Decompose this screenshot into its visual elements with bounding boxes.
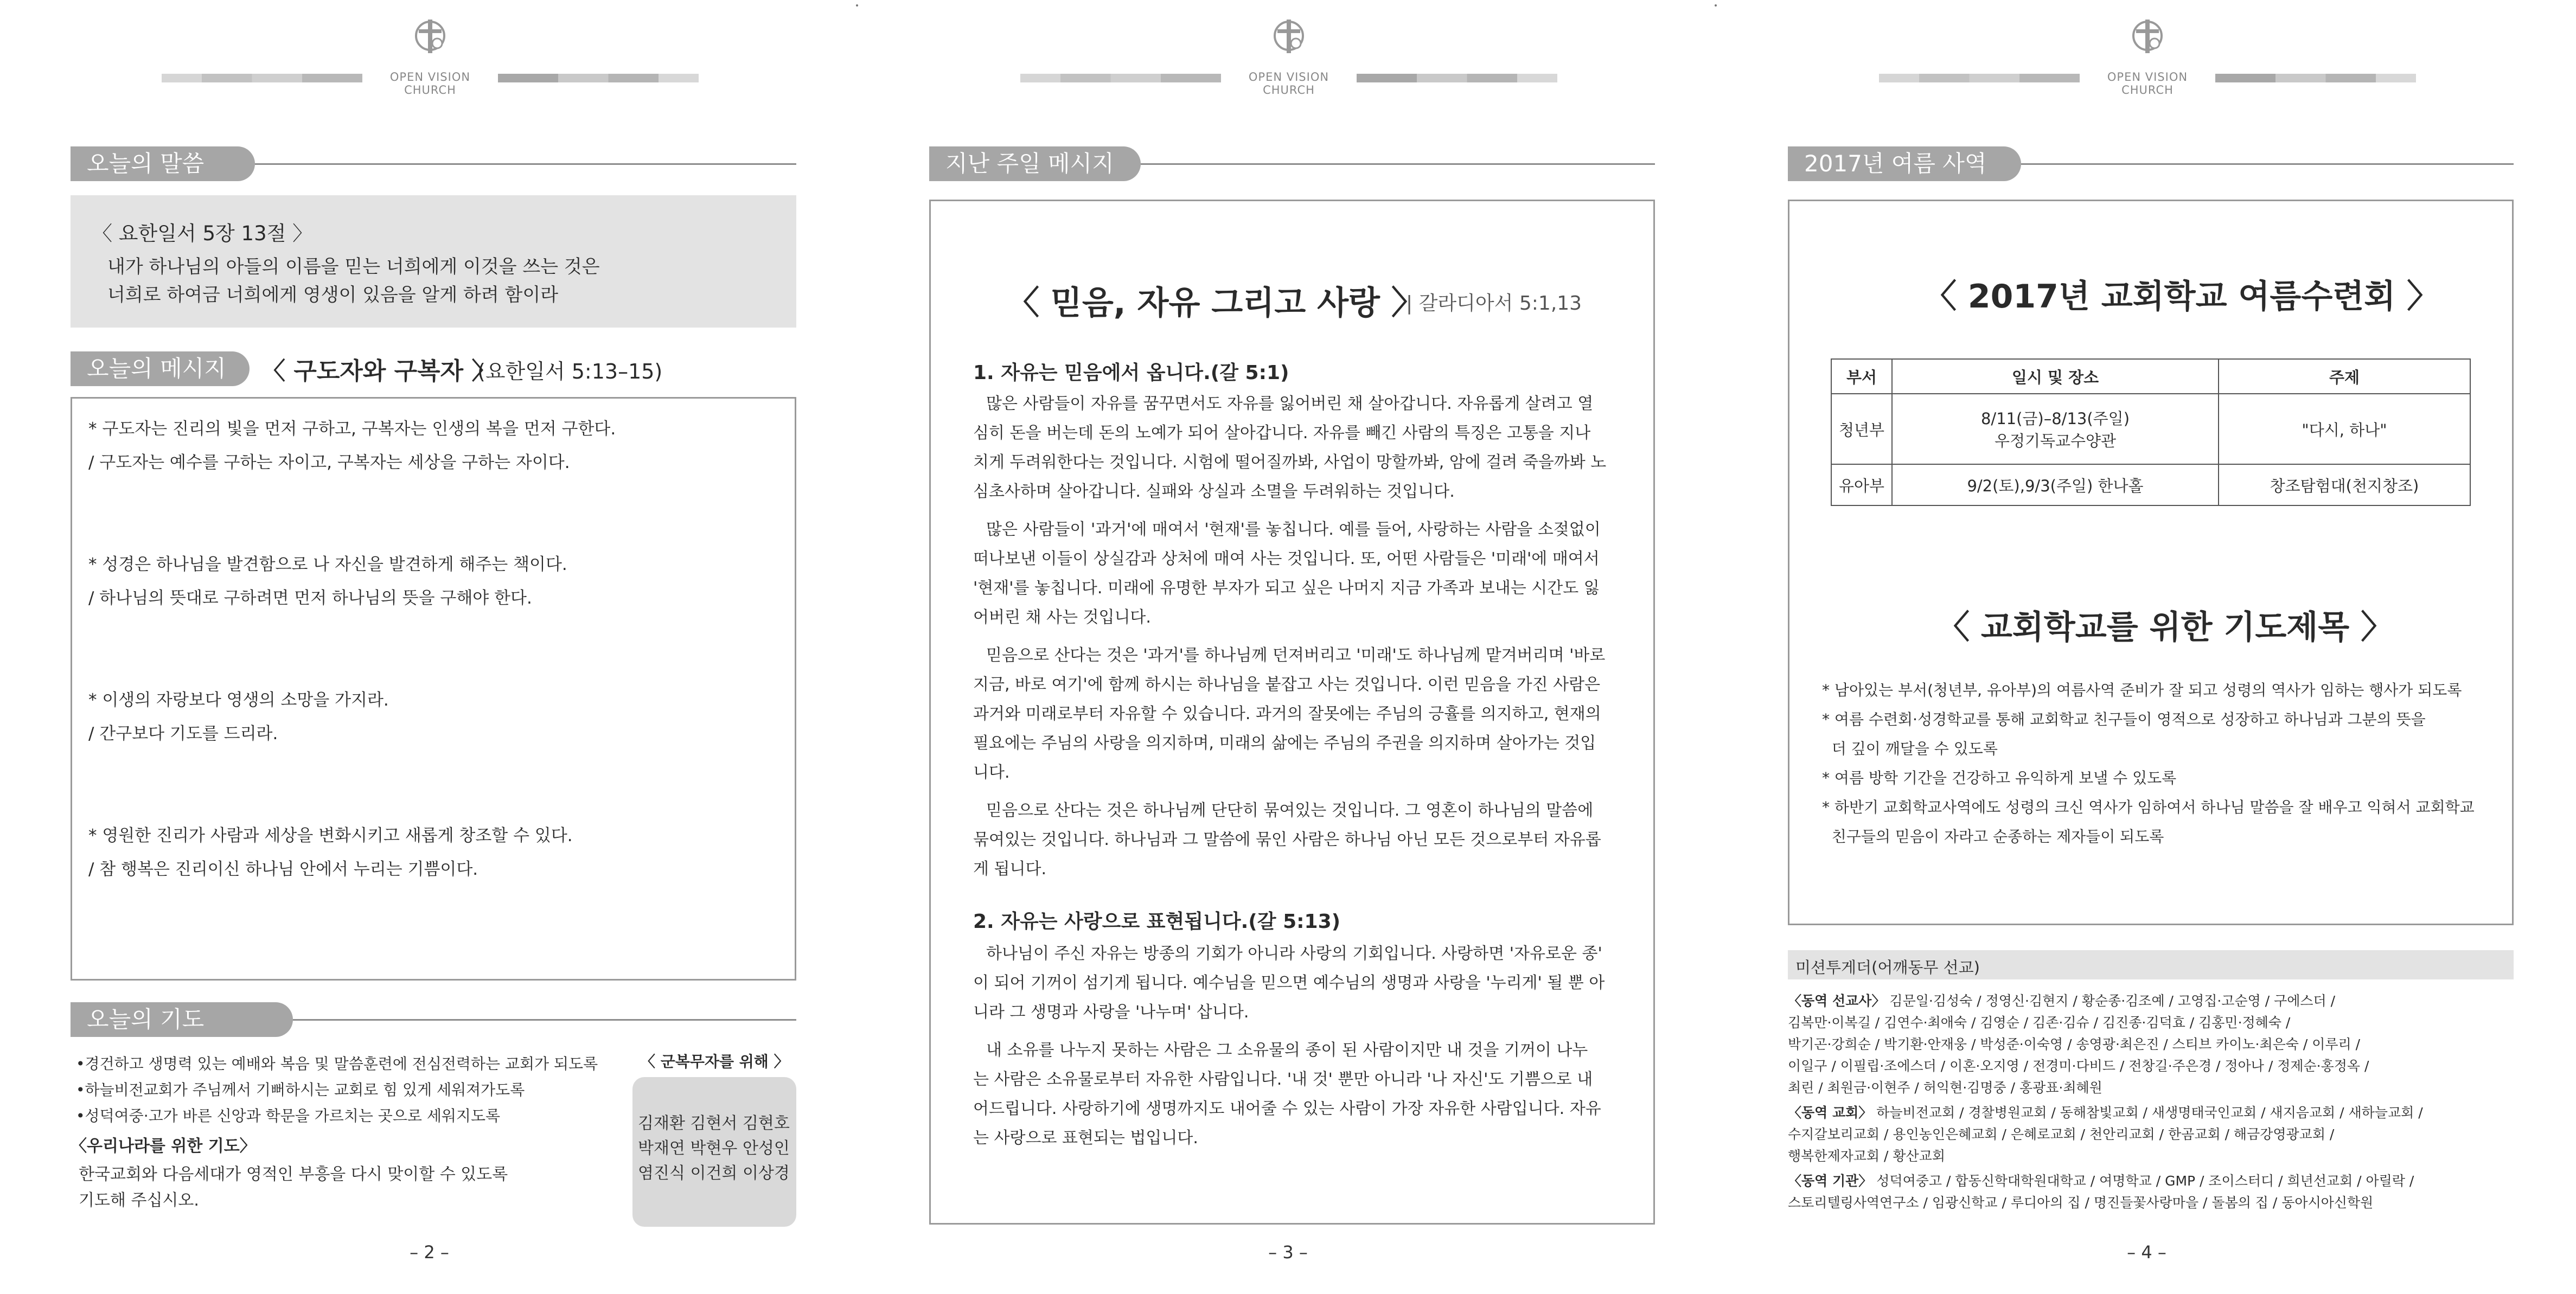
churches-label: 〈동역 교회〉	[1788, 1105, 1872, 1120]
message-point: / 구도자는 예수를 구하는 자이고, 구복자는 세상을 구하는 자이다.	[88, 453, 570, 472]
paragraph-line: 는 사랑으로 표현되는 법입니다.	[973, 1129, 1198, 1148]
section-title-word: 오늘의 말씀	[71, 146, 255, 181]
paragraph-line: 어버린 채 사는 것입니다.	[973, 608, 1151, 627]
table-cell-line: 8/11(금)–8/13(주일)	[1980, 409, 2130, 428]
message-point: / 참 행복은 진리이신 하나님 안에서 누리는 기쁨이다.	[88, 860, 478, 879]
orgs-label: 〈동역 기관〉	[1788, 1173, 1872, 1189]
church-name: OPEN VISION CHURCH	[2107, 71, 2188, 97]
section-heading: 1. 자유는 믿음에서 옵니다.(갈 5:1)	[973, 362, 1289, 384]
sermon-box	[929, 200, 1655, 1225]
prayer-item: * 여름 수련회·성경학교를 통해 교회학교 친구들이 영적으로 성장하고 하나님과 그분의 뜻을	[1822, 710, 2426, 728]
orgs-line: 성덕여중고 / 합동신학대학원대학교 / 여명학교 / GMP / 조이스터디 / 희년선교회 / 아릴락 /	[1876, 1173, 2414, 1189]
table-cell: 청년부	[1831, 394, 1892, 464]
mission-title: 미션투게더(어깨동무 선교)	[1795, 958, 1980, 977]
missionaries-label: 〈동역 선교사〉	[1788, 993, 1885, 1009]
table-cell: "다시, 하나"	[2219, 394, 2470, 464]
prayer-item: * 여름 방학 기간을 건강하고 유익하게 보낼 수 있도록	[1822, 769, 2177, 787]
church-name: OPEN VISION CHURCH	[389, 71, 471, 97]
table-cell-line: 우정기독교수양관	[1994, 432, 2117, 450]
verse-line: 내가 하나님의 아들의 이름을 믿는 너희에게 이것을 쓰는 것은	[107, 256, 600, 278]
nation-prayer-title: 〈우리나라를 위한 기도〉	[71, 1137, 256, 1156]
crop-mark	[856, 4, 858, 7]
paragraph-line: 니다.	[973, 763, 1010, 782]
verse-reference: 〈 요한일서 5장 13절 〉	[92, 222, 313, 245]
table-row	[1831, 394, 2470, 464]
paragraph-line: 떠나보낸 이들이 상실감과 상처에 매여 사는 것입니다. 또, 어떤 사람들은 '미래'에 매여서	[973, 549, 1600, 568]
retreat-table	[1831, 358, 2471, 506]
table-header: 주제	[2219, 359, 2470, 394]
churches-line: 행복한제자교회 / 황산교회	[1788, 1148, 1945, 1164]
section-heading: 2. 자유는 사랑으로 표현됩니다.(갈 5:13)	[973, 911, 1341, 933]
paragraph-line: 많은 사람들이 자유를 꿈꾸면서도 자유를 잃어버린 채 살아갑니다. 자유롭게 살려고 열	[986, 394, 1594, 413]
message-point: * 이생의 자랑보다 영생의 소망을 가지라.	[88, 690, 389, 710]
church-name: OPEN VISION CHURCH	[1248, 71, 1329, 97]
retreat-title: 〈 2017년 교회학교 여름수련회 〉	[1924, 278, 2440, 316]
message-point: * 성경은 하나님을 발견함으로 나 자신을 발견하게 해주는 책이다.	[88, 555, 567, 574]
prayer-item: 더 깊이 깨달을 수 있도록	[1822, 740, 1998, 758]
missionaries-line: 박기곤·강희순 / 박기환·안재웅 / 박성준·이숙영 / 송영광·최은진 / 스티브 카이노·최은숙 / 이루리 /	[1788, 1036, 2361, 1052]
paragraph-line: 지금, 바로 여기'에 함께 하시는 하나님을 붙잡고 사는 것입니다. 이런 믿음을 가진 사람은	[973, 675, 1601, 694]
paragraph-line: 하나님이 주신 자유는 방종의 기회가 아니라 사랑의 기회입니다. 사랑하면 '자유로운 종'	[986, 944, 1602, 963]
verse-line: 너희로 하여금 너희에게 영생이 있음을 알게 하려 함이라	[107, 284, 559, 306]
paragraph-line: 어드립니다. 사랑하기에 생명까지도 내어줄 수 있는 사람이 가장 자유한 사람입니다. 자유	[973, 1099, 1601, 1118]
military-names-box	[632, 1077, 796, 1227]
prayer-item: •하늘비전교회가 주님께서 기뻐하시는 교회로 힘 있게 세워져가도록	[76, 1081, 525, 1099]
sermon-reference: | 갈라디아서 5:1,13	[1406, 292, 1582, 315]
paragraph-line: 내 소유를 나누지 못하는 사람은 그 소유물의 종이 된 사람이지만 내 것을 기꺼이 나누	[986, 1041, 1588, 1060]
message-box	[71, 397, 796, 981]
page-header	[1020, 16, 1557, 97]
table-cell: 9/2(토),9/3(주일) 한나홀	[1892, 464, 2219, 505]
prayer-item: •성덕여중·고가 바른 신앙과 학문을 가르치는 곳으로 세워지도록	[76, 1107, 501, 1125]
page-4	[1717, 0, 2576, 1294]
paragraph-line: 많은 사람들이 '과거'에 매여서 '현재'를 놓칩니다. 예를 들어, 사랑하는 사람을 소젖없이	[986, 520, 1601, 539]
table-header: 일시 및 장소	[1892, 359, 2219, 394]
prayer-item: * 남아있는 부서(청년부, 유아부)의 여름사역 준비가 잘 되고 성령의 역사가 임하는 행사가 되도록	[1822, 681, 2462, 699]
paragraph-line: 니라 그 생명과 사랑을 '나누며' 삽니다.	[973, 1003, 1249, 1022]
message-point: * 영원한 진리가 사람과 세상을 변화시키고 새롭게 창조할 수 있다.	[88, 826, 573, 845]
churches-line: 하늘비전교회 / 경찰병원교회 / 동해참빛교회 / 새생명태국인교회 / 새지음교회 / 새하늘교회 /	[1876, 1105, 2423, 1120]
paragraph-line: 심초사하며 살아갑니다. 실패와 상실과 소멸을 두려워하는 것입니다.	[973, 482, 1455, 501]
military-names: 염진식 이건희 이상경	[638, 1164, 790, 1183]
paragraph-line: 게 됩니다.	[973, 860, 1046, 879]
section-title-message: 오늘의 메시지	[71, 351, 250, 386]
page-number: – 4 –	[2127, 1242, 2166, 1263]
paragraph-line: 필요에는 주님의 사랑을 의지하며, 미래의 삶에는 주님의 주권을 의지하며 살아가는 것입	[973, 734, 1596, 753]
bible-verse-box	[71, 195, 796, 328]
paragraph-line: 심히 돈을 버는데 돈의 노예가 되어 살아갑니다. 자유를 빼긴 사람의 특징은 고통을 지나	[973, 424, 1591, 443]
paragraph-line: 믿음으로 산다는 것은 하나님께 단단히 묶여있는 것입니다. 그 영혼이 하나님의 말씀에	[986, 801, 1594, 820]
prayer-title: 〈 교회학교를 위한 기도제목 〉	[1937, 608, 2394, 646]
section-title-last-message: 지난 주일 메시지	[929, 146, 1141, 181]
message-point: / 간구보다 기도를 드리라.	[88, 724, 278, 744]
page-2	[0, 0, 859, 1294]
missionaries-line: 최린 / 최원금·이현주 / 허익현·김명중 / 홍광표·최혜원	[1788, 1080, 2102, 1096]
page-number: – 2 –	[410, 1242, 449, 1263]
page-header	[1879, 16, 2416, 97]
page-3	[859, 0, 1717, 1294]
page-header	[162, 16, 699, 97]
paragraph-line: 이 되어 기꺼이 섬기게 됩니다. 예수님을 믿으면 예수님의 생명과 사랑을 '누리게' 될 뿐 아	[973, 973, 1605, 992]
crop-mark	[1715, 4, 1717, 7]
prayer-item: * 하반기 교회학교사역에도 성령의 크신 역사가 임하여서 하나님 말씀을 잘 배우고 익혀서 교회학교	[1822, 798, 2475, 816]
church-logo-icon	[406, 16, 455, 60]
military-names: 박재연 박현우 안성인	[638, 1139, 790, 1158]
paragraph-line: 치게 두려워한다는 것입니다. 시험에 떨어질까봐, 사업이 망할까봐, 암에 걸려 죽을까봐 노	[973, 453, 1607, 472]
prayer-item: 친구들의 믿음이 자라고 순종하는 제자들이 되도록	[1822, 828, 2164, 845]
mission-list	[1788, 990, 2514, 1214]
paragraph-line: 과거와 미래로부터 자유할 수 있습니다. 과거의 잘못에는 주님의 긍휼를 의지하고, 현재의	[973, 704, 1601, 723]
sermon-reference: (요한일서 5:13–15)	[477, 360, 663, 383]
message-point: * 구도자는 진리의 빛을 먼저 구하고, 구복자는 인생의 복을 먼저 구한다.	[88, 419, 616, 439]
page-number: – 3 –	[1268, 1242, 1308, 1263]
table-header: 부서	[1831, 359, 1892, 394]
table-cell: 창조탐험대(천지창조)	[2219, 464, 2470, 505]
table-row	[1831, 464, 2470, 505]
missionaries-line: 김복만·이복길 / 김연수·최애숙 / 김영순 / 김존·김슈 / 김진종·김덕효 / 김홍민·정혜숙 /	[1788, 1015, 2291, 1030]
paragraph-line: '현재'를 놓칩니다. 미래에 유명한 부자가 되고 싶은 나머지 지금 가족과 보내는 시간도 잃	[973, 579, 1600, 598]
section-title-summer: 2017년 여름 사역	[1788, 146, 2021, 181]
paragraph-line: 는 사람은 소유물로부터 자유한 사람입니다. '내 것' 뿐만 아니라 '나 자신'도 기쁨으로 내	[973, 1070, 1593, 1089]
message-point: / 하나님의 뜻대로 구하려면 먼저 하나님의 뜻을 구해야 한다.	[88, 588, 532, 608]
table-cell: 유아부	[1831, 464, 1892, 505]
sermon-title: 〈 구도자와 구복자 〉	[261, 357, 496, 385]
section-title-prayer: 오늘의 기도	[71, 1002, 293, 1037]
military-title: 〈 군복무자를 위해 〉	[640, 1053, 789, 1071]
paragraph-line: 믿음으로 산다는 것은 '과거'를 하나님께 던져버리고 '미래'도 하나님께 맡겨버리며 '바로	[986, 646, 1606, 665]
orgs-line: 스토리텔링사역연구소 / 임광신학교 / 루디아의 집 / 명진들꽃사랑마을 / 돌봄의 집 / 동아시아신학원	[1788, 1195, 2374, 1210]
church-logo-icon	[2123, 16, 2172, 60]
table-cell	[1892, 394, 2219, 464]
paragraph-line: 묶여있는 것입니다. 하나님과 그 말씀에 묶인 사람은 하나님 아닌 모든 것으로부터 자유롭	[973, 830, 1601, 849]
nation-prayer-line: 한국교회와 다음세대가 영적인 부흥을 다시 맞이할 수 있도록	[79, 1165, 508, 1184]
prayer-item: •경건하고 생명력 있는 예배와 복음 및 말씀훈련에 전심전력하는 교회가 되도록	[76, 1055, 598, 1073]
church-logo-icon	[1264, 16, 1313, 60]
sermon-title: 〈 믿음, 자유 그리고 사랑 〉	[1007, 284, 1424, 322]
churches-line: 수지갈보리교회 / 용인농인은혜교회 / 은혜로교회 / 천안리교회 / 한곰교회 / 해금강영광교회 /	[1788, 1126, 2335, 1142]
missionaries-line: 김문일·김성숙 / 정영신·김현지 / 황순종·김조예 / 고영집·고순영 / 구에스더 /	[1889, 993, 2336, 1009]
military-names: 김재환 김현서 김현호	[638, 1114, 790, 1133]
summer-box	[1788, 200, 2514, 925]
nation-prayer-line: 기도해 주십시오.	[79, 1191, 199, 1210]
mission-title-bar	[1788, 950, 2514, 979]
missionaries-line: 이일구 / 이필립·조에스더 / 이혼·오지영 / 전경미·다비드 / 전창길·주은경 / 정아나 / 정제순·홍정옥 /	[1788, 1058, 2369, 1074]
